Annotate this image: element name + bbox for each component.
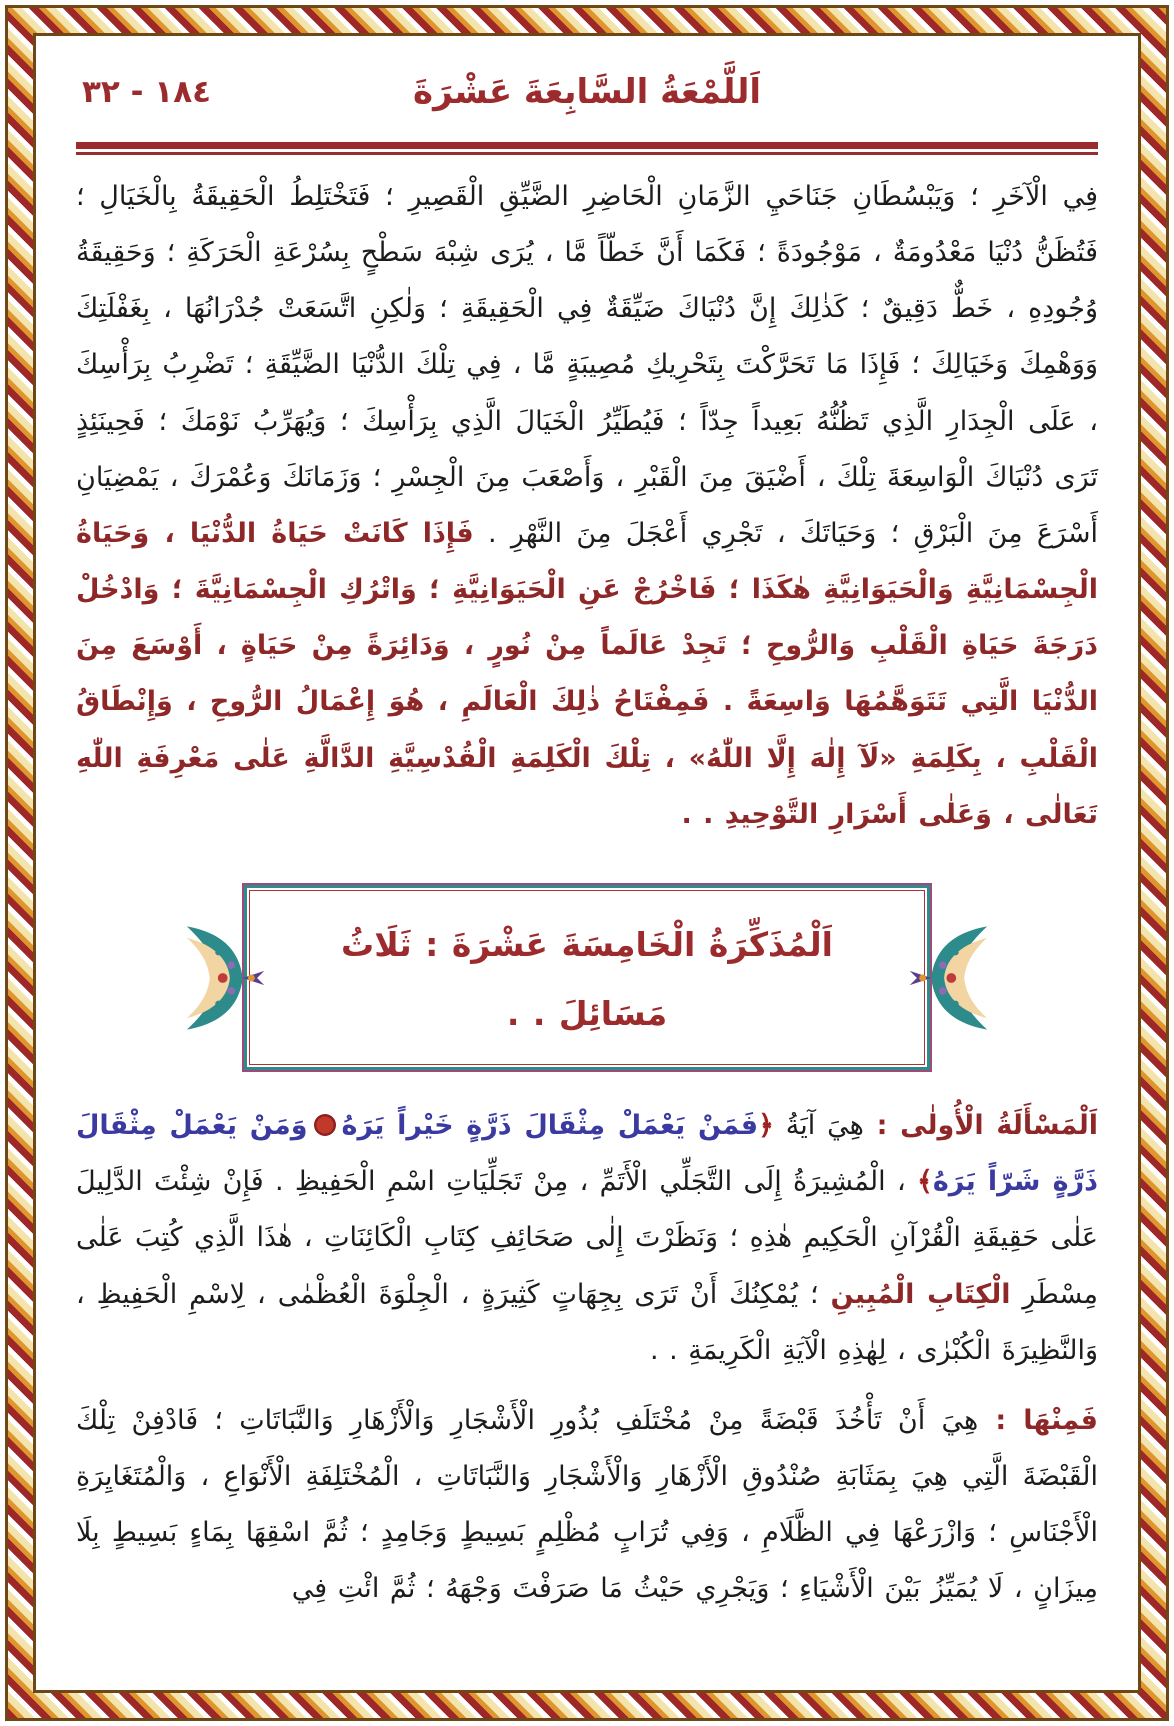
text-segment-black: فِي الْآخَرِ ؛ وَيَبْسُطَانِ جَنَاحَيِ الزَّمَانِ الْحَاضِرِ الضَّيِّقِ الْقَصِيرِ ؛ فَتَخْتَلِطُ الْحَقِيقَةُ بِالْخَيَالِ ؛ فَتُظَنُّ دُنْيَا مَعْدُومَةٌ ، مَوْجُودَةً ؛ فَكَمَا أَنَّ خَطّاً مَّا ، يُرَى شِبْهَ سَطْحٍ بِسُرْعَةِ الْحَرَكَةِ ؛ وَحَقِيقَةُ وُجُودِهِ ، خَطٌّ دَقِيقٌ ؛ كَذٰلِكَ إِنَّ دُنْيَاكَ ضَيِّقَةٌ فِي الْحَقِيقَةِ ؛ وَلٰكِنِ اتَّسَعَتْ جُدْرَانُهَا ، بِغَفْلَتِكَ وَوَهْمِكَ وَخَيَالِكَ ؛ فَإِذَا مَا تَحَرَّكْتَ بِتَحْرِيكِ مُصِيبَةٍ مَّا ، فِي تِلْكَ الدُّنْيَا الضَّيِّقَةِ ؛ تَضْرِبُ بِرَأْسِكَ ، عَلَى الْجِدَارِ الَّذِي تَظُنُّهُ بَعِيداً جِدّاً ؛ فَيُطَيِّرُ الْخَيَالَ الَّذِي بِرَأْسِكَ ؛ وَيُهَرِّبُ نَوْمَكَ ؛ فَحِينَئِذٍ تَرَى دُنْيَاكَ الْوَاسِعَةَ تِلْكَ ، أَضْيَقَ مِنَ الْقَبْرِ ، وَأَصْعَبَ مِنَ الْجِسْرِ ؛ وَزَمَانَكَ وَعُمْرَكَ ، يَمْضِيَانِ أَسْرَعَ مِنَ الْبَرْقِ ؛ وَحَيَاتَكَ ، تَجْرِي أَعْجَلَ مِنَ النَّهْرِ . [76,181,1098,549]
arabesque-ornament-icon [184,919,270,1037]
page-number: ١٨٤ - ٣٢ [82,74,212,110]
section-title: اَلْمُذَكِّرَةُ الْخَامِسَةَ عَشْرَةَ : ثَلَاثُ مَسَائِلَ . . [341,924,833,1033]
text-segment-blue: وَمَنْ يَعْمَلْ مِثْقَالَ ذَرَّةٍ شَرّاً يَرَهُ [76,1110,1098,1198]
text-segment-bracket: ﴾ [917,1166,933,1198]
page-title: اَللَّمْعَةُ السَّابِعَةَ عَشْرَةَ [413,72,761,112]
page-header [76,72,1098,142]
paragraph-continuation [76,169,1098,843]
arabesque-ornament-icon [904,919,990,1037]
body-text [76,169,1098,1618]
memo-box-wrap [242,883,932,1072]
page-content [44,44,1130,1682]
text-segment-black: ؛ يُمْكِنُكَ أَنْ تَرَى بِجِهَاتٍ كَثِيرَةٍ ، الْجِلْوَةَ الْعُظْمٰى ، لِاسْمِ الْحَفِيظِ ، وَالنَّظِيرَةَ الْكُبْرٰى ، لِهٰذِهِ الْآيَةِ الْكَرِيمَةِ . . [76,1278,1098,1366]
section-title-box [242,883,932,1072]
ayah-separator-rosette-icon [314,1114,336,1136]
paragraph-first-issue [76,1098,1098,1379]
text-segment-black: ، الْمُشِيرَةُ إِلَى التَّجَلِّي الْأَتَمِّ ، مِنْ تَجَلِّيَاتِ اسْمِ الْحَفِيظِ . فَإِنْ شِئْتَ الدَّلِيلَ عَلٰى حَقِيقَةِ الْقُرْآنِ الْحَكِيمِ هٰذِهِ ؛ وَنَظَرْتَ إِلٰى صَحَائِفِ كِتَابِ الْكَائِنَاتِ ، هٰذَا الَّذِي كُتِبَ عَلٰى مِسْطَرِ [76,1166,1098,1310]
header-divider-rule [76,142,1098,155]
text-segment-maroon: الْكِتَابِ الْمُبِينِ [830,1278,1011,1310]
text-segment-blue: فَمَنْ يَعْمَلْ مِثْقَالَ ذَرَّةٍ خَيْراً يَرَهُ [341,1110,759,1142]
text-segment-maroon: اَلْمَسْأَلَةُ الْأُولٰى : [863,1110,1098,1142]
paragraph-seeds-example [76,1393,1098,1618]
text-segment-maroon: فَإِذَا كَانَتْ حَيَاةُ الدُّنْيَا ، وَحَيَاةُ الْجِسْمَانِيَّةِ وَالْحَيَوَانِيَّةِ هٰكَذَا ؛ فَاخْرُجْ عَنِ الْحَيَوَانِيَّةِ ؛ وَاتْرُكِ الْجِسْمَانِيَّةَ ؛ وَادْخُلْ دَرَجَةَ حَيَاةِ الْقَلْبِ وَالرُّوحِ ؛ تَجِدْ عَالَماً مِنْ نُورٍ ، وَدَائِرَةً مِنْ حَيَاةٍ ، أَوْسَعَ مِنَ الدُّنْيَا الَّتِي تَتَوَهَّمُهَا وَاسِعَةً . فَمِفْتَاحُ ذٰلِكَ الْعَالَمِ ، هُوَ إِعْمَالُ الرُّوحِ ، وَإِنْطَاقُ الْقَلْبِ ، بِكَلِمَةِ «لَآ إِلٰهَ إِلَّا اللّٰهُ» ، تِلْكَ الْكَلِمَةِ الْقُدْسِيَّةِ الدَّالَّةِ عَلٰى مَعْرِفَةِ اللّٰهِ تَعَالٰى ، وَعَلٰى أَسْرَارِ التَّوْحِيدِ . . [76,517,1098,830]
text-segment-maroon: فَمِنْهَا : [978,1404,1098,1436]
text-segment-bracket: ﴿ [758,1110,774,1142]
text-segment-black: هِيَ آيَةُ [773,1110,864,1142]
text-segment-black: هِيَ أَنْ تَأْخُذَ قَبْضَةً مِنْ مُخْتَلَفِ بُذُورِ الْأَشْجَارِ وَالْأَزْهَارِ وَالنَّبَاتَاتِ ؛ فَادْفِنْ تِلْكَ الْقَبْضَةَ الَّتِي هِيَ بِمَثَابَةِ صُنْدُوقِ الْأَزْهَارِ وَالْأَشْجَارِ وَالنَّبَاتَاتِ ، الْمُخْتَلِفَةِ الْأَنْوَاعِ ، وَالْمُتَغَايِرَةِ الْأَجْنَاسِ ؛ وَازْرَعْهَا فِي الظَّلَامِ ، وَفِي تُرَابٍ مُظْلِمٍ بَسِيطٍ وَجَامِدٍ ؛ ثُمَّ اسْقِهَا بِمَاءٍ بَسِيطٍ بِلَا مِيزَانٍ ، لَا يُمَيِّزُ بَيْنَ الْأَشْيَاءِ ؛ وَيَجْرِي حَيْثُ مَا صَرَفْتَ وَجْهَهُ ؛ ثُمَّ ائْتِ فِي [76,1404,1098,1605]
